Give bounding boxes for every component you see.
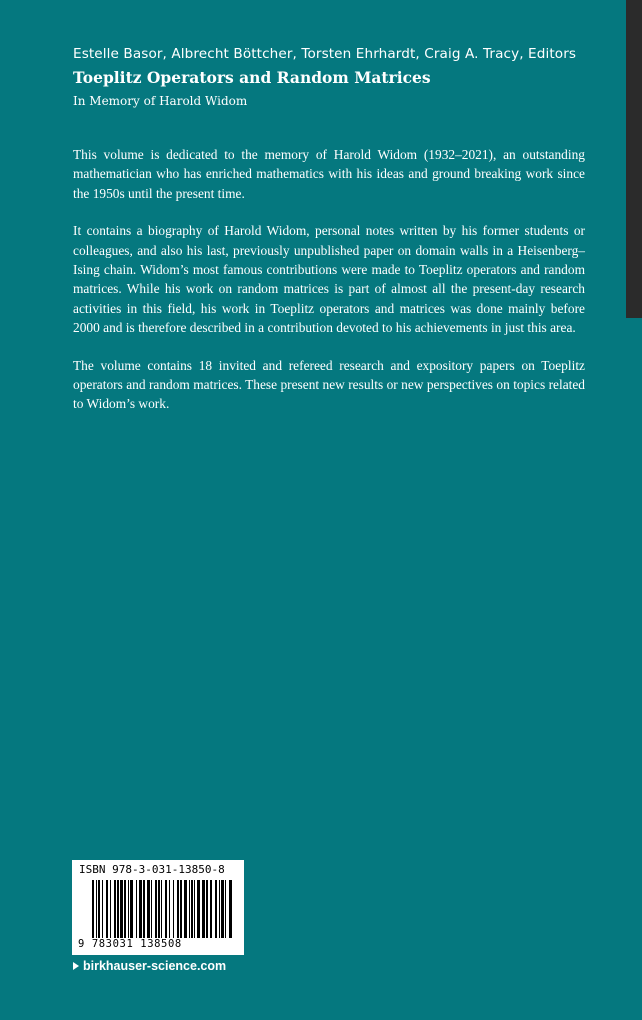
spine-strip <box>626 0 642 318</box>
barcode-bar <box>189 880 190 938</box>
barcode-bar <box>169 880 170 938</box>
isbn-label: ISBN 978-3-031-13850-8 <box>79 863 225 876</box>
barcode-bar <box>202 880 205 938</box>
barcode-bars <box>92 880 232 938</box>
barcode-bar <box>151 880 152 938</box>
barcode-bar <box>215 880 217 938</box>
blurb <box>73 145 585 432</box>
barcode-bar <box>155 880 157 938</box>
book-title: Toeplitz Operators and Random Matrices <box>73 68 431 87</box>
barcode-bar <box>180 880 182 938</box>
barcode-bar <box>96 880 97 938</box>
barcode-bar <box>173 880 174 938</box>
barcode-bar <box>165 880 167 938</box>
barcode-bar <box>128 880 129 938</box>
barcode-bar <box>225 880 226 938</box>
barcode-bar <box>206 880 208 938</box>
blurb-paragraph: The volume contains 18 invited and refereed research and expository papers on Toeplitz operators and random matrices. These present new results or new perspectives on topics related to Widom’s work. <box>73 357 585 412</box>
back-cover-header <box>73 44 593 111</box>
barcode-bar <box>117 880 119 938</box>
barcode-bar <box>124 880 126 938</box>
isbn-barcode <box>72 860 244 955</box>
barcode-bar <box>110 880 111 938</box>
barcode-digits: 9 783031 138508 <box>78 938 182 950</box>
barcode-bar <box>102 880 103 938</box>
barcode-bar <box>92 880 94 938</box>
publisher-url: birkhauser-science.com <box>83 959 227 973</box>
arrow-right-icon <box>73 962 79 970</box>
barcode-bar <box>210 880 212 938</box>
barcode-bar <box>177 880 179 938</box>
barcode-bar <box>194 880 195 938</box>
barcode-bar <box>161 880 162 938</box>
barcode-bar <box>98 880 100 938</box>
blurb-paragraph: It contains a biography of Harold Widom, personal notes written by his former students or colleagues, and also his last, previously unpublished paper on domain walls in a Heisenberg–Ising chain. Widom’s most famous contributions were made to Toeplitz operators and random matrices. While his work on random matrices is part of almost all the present-day research activities in this field, his work in Toeplitz operators and matrices was done mainly before 2000 and is therefore described in a contribution devoted to his achievements in just this area. <box>73 223 585 336</box>
barcode-bar <box>221 880 224 938</box>
publisher-link[interactable] <box>73 959 226 973</box>
barcode-bar <box>229 880 232 938</box>
barcode-bar <box>106 880 108 938</box>
barcode-bar <box>130 880 133 938</box>
barcode-bar <box>143 880 145 938</box>
barcode-bar <box>136 880 137 938</box>
barcode-bar <box>191 880 193 938</box>
barcode-bar <box>114 880 116 938</box>
barcode-bar <box>197 880 200 938</box>
book-subtitle: In Memory of Harold Widom <box>73 94 248 108</box>
barcode-bar <box>184 880 187 938</box>
barcode-bar <box>158 880 160 938</box>
barcode-bar <box>120 880 123 938</box>
blurb-paragraph: This volume is dedicated to the memory of Harold Widom (1932–2021), an outstanding mathematician who has enriched mathematics with his ideas and ground breaking work since the 1950s until the present time. <box>73 147 585 201</box>
barcode-bar <box>139 880 142 938</box>
barcode-bar <box>147 880 150 938</box>
editors-line: Estelle Basor, Albrecht Böttcher, Torsten Ehrhardt, Craig A. Tracy, Editors <box>73 46 577 62</box>
barcode-bar <box>219 880 220 938</box>
